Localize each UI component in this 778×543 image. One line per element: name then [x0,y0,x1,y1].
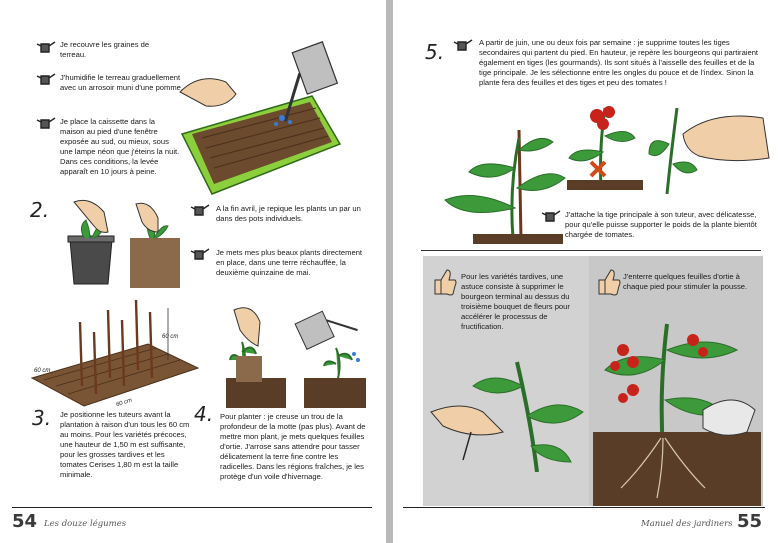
step3-text: Je positionne les tuteurs avant la plantation à raison d'un tous les 60 cm au moins. Pour les variétés précoces, une hauteur de 1,50 m est suffisante, pour les grosses tardives et les tomates Cerises 1,80 m est la taille minimale. [60,410,190,479]
step1-text-c: Je place la caissette dans la maison au pied d'une fenêtre exposée au sud, ou mieux, sous une lampe néon que j'éteins la nuit. Dans ces conditions, la levée apparaît en 10 jours à peine. [60,117,180,176]
left-page [0,0,386,543]
running-title: Manuel des jardiners [641,519,733,529]
watering-can-icon [190,203,210,217]
red-x-icon [591,162,605,176]
watering-can-icon [190,247,210,261]
step6-text: J'attache la tige principale à son tuteur, avec délicatesse, pour qu'elle puisse supporter le poids de la plante bientôt chargée de tomates. [565,210,757,239]
staked-tomato-illustration [433,128,573,246]
thumbs-up-icon [595,266,621,296]
height-dimension: 60 cm [162,334,179,340]
footer-rule [403,507,765,508]
tip1-text: Pour les variétés tardives, une astuce consiste à supprimer le bourgeon terminal au dessus du troisième bouquet de fleurs pour accélérer le processus de fructification. [461,272,570,331]
width-dimension-2: 60 cm [115,397,133,409]
watering-can-icon [36,72,56,86]
step1-text-a: Je recouvre les graines de terreau. [60,40,150,59]
step1-text-b: J'humidifie le terreau graduellement avec un arrosoir muni d'une pomme. [60,73,184,92]
step2-text-a: A la fin avril, je repique les plants un par un dans des pots individuels. [216,204,361,223]
step-number: 5. [425,40,445,64]
running-title: Les douze légumes [44,519,127,529]
planting-illustration [220,300,370,410]
watering-can-icon [541,209,561,223]
step-number: 3. [32,406,52,430]
watering-can-icon [453,38,473,52]
repotting-illustration [64,198,184,290]
stakes-illustration [28,282,208,410]
step5-text: A partir de juin, une ou deux fois par semaine : je supprime toutes les tiges secondaires qui partent du pied. En hauteur, je repère les bourgeons qui partiraient également en tiges (les gourmands). Ils sont situés à l'aisselle des feuilles et de la tige principale. Je les sélectionne entre les ongles du pouce et de l'index. Sinon la plante fera des feuilles et des tiges et peu des tomates ! [479,38,759,87]
nettle-tomato-illustration [593,320,761,506]
page-number: 55 [737,511,763,532]
watering-can-icon [36,40,56,54]
step2-text-b: Je mets mes plus beaux plants directement en place, dans une terre réchauffée, la deuxième quinzaine de mai. [216,248,363,277]
footer-rule [12,507,372,508]
width-dimension-1: 60 cm [34,368,51,374]
tip2-text: J'enterre quelques feuilles d'ortie à chaque pied pour stimuler la pousse. [623,272,748,291]
terminal-bud-illustration [427,356,587,472]
thumbs-up-icon [431,266,457,296]
sucker-removal-illustration [561,102,647,190]
right-page [393,0,778,543]
pinching-hand-illustration [647,104,771,196]
step-number: 2. [30,198,50,222]
step-number: 4. [194,402,214,426]
step4-text: Pour planter : je creuse un trou de la profondeur de la motte (pas plus). Avant de mettre mon plant, je mets quelques feuilles d'ortie. J'arrose sans attendre pour tasser délicatement la terre fine contre les radicelles. Dans les régions fraîches, je les protège d'un voile d'hivernage. [220,412,366,481]
watering-can-icon [36,116,56,130]
section-divider [421,250,761,251]
page-number: 54 [12,511,38,532]
seed-tray-illustration [172,26,372,198]
book-gutter [386,0,393,543]
